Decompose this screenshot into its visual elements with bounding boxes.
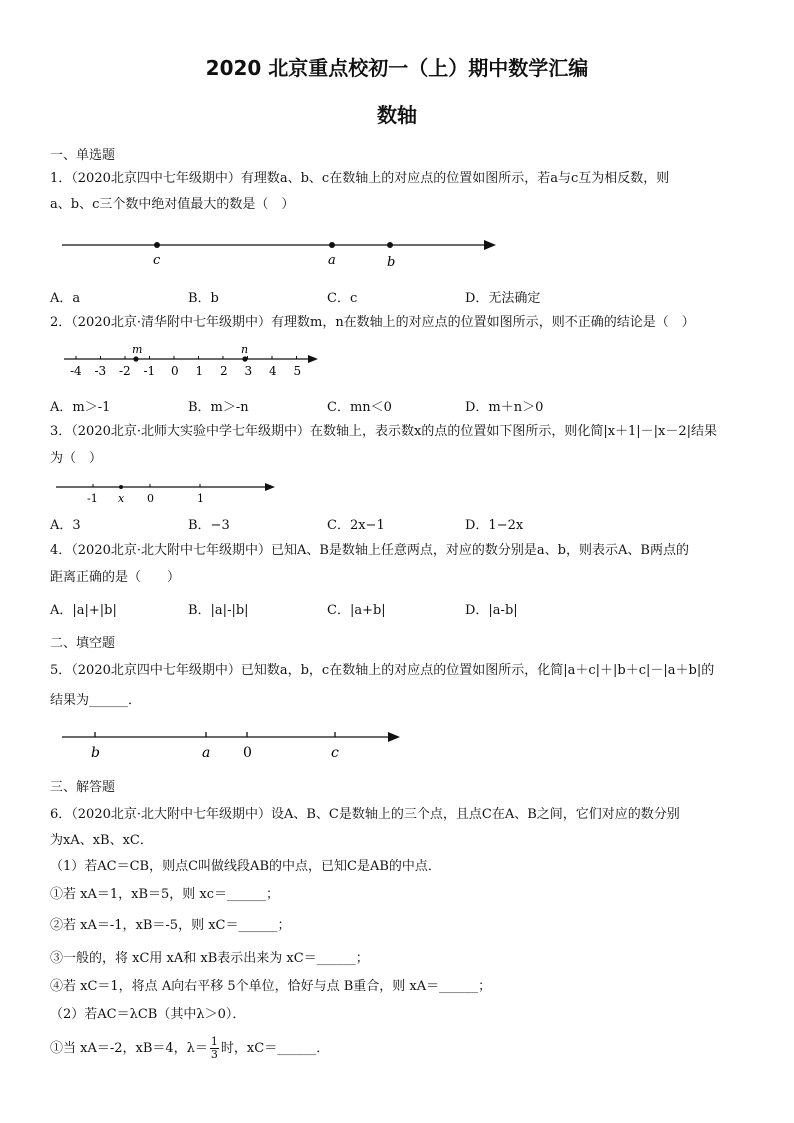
question-4-line2: 距离正确的是（ ） <box>50 570 181 585</box>
q4-option-d[interactable]: D．|a-b| <box>465 603 518 618</box>
q3-option-a[interactable]: A．3 <box>50 518 81 533</box>
q1-option-c[interactable]: C．c <box>327 291 358 306</box>
q2-tick-label: -1 <box>143 364 156 378</box>
fraction-one-third <box>210 1036 219 1061</box>
q2-tick-label: -3 <box>94 364 107 378</box>
q2-tick-label: 0 <box>171 364 179 378</box>
question-4-line1: 4．（2020北京·北大附中七年级期中）已知A、B是数轴上任意两点，对应的数分别是a、b，则表示A、B两点的 <box>50 543 689 558</box>
q3-option-c[interactable]: C．2x−1 <box>327 518 385 533</box>
fraction-denominator: 3 <box>210 1048 218 1061</box>
question-6-line2: 为xA、xB、xC． <box>50 833 153 848</box>
q2-tick-label: 2 <box>220 364 228 378</box>
q2-option-c[interactable]: C．mn＜0 <box>327 400 392 415</box>
q1-label-a: a <box>328 253 336 268</box>
q3-label-x: x <box>118 492 125 505</box>
q6-p2-1-prefix: ①当 xA＝-2，xB＝4，λ＝ <box>50 1041 208 1056</box>
q1-option-b[interactable]: B．b <box>188 291 219 306</box>
question-2-line1: 2．（2020北京·清华附中七年级期中）有理数m，n在数轴上的对应点的位置如图所示，则不正确的结论是（ ） <box>50 315 695 330</box>
question-6-part1-item2: ②若 xA＝-1，xB＝-5，则 xC＝______； <box>50 918 291 933</box>
q4-option-b[interactable]: B．|a|-|b| <box>188 603 249 618</box>
question-5-line2: 结果为______． <box>50 693 142 708</box>
q2-tick-label: 1 <box>195 364 204 378</box>
question-5-number-line <box>60 728 410 764</box>
q2-option-b[interactable]: B．m＞-n <box>188 400 249 415</box>
question-1-line2: a、b、c三个数中绝对值最大的数是（ ） <box>50 197 295 212</box>
q2-tick-label: 4 <box>269 364 277 378</box>
question-2-number-line <box>62 343 322 379</box>
q3-label-1: 1 <box>197 492 204 505</box>
q5-label-c: c <box>331 745 339 761</box>
question-6-part1-item1: ①若 xA＝1，xB＝5，则 xc＝______； <box>50 887 280 902</box>
q2-tick-label: -2 <box>119 364 131 378</box>
q2-point-m <box>133 356 138 361</box>
page-title: 2020 北京重点校初一（上）期中数学汇编 <box>205 56 589 80</box>
q2-tick-label: 3 <box>244 364 253 378</box>
q2-label-n: n <box>241 343 249 356</box>
q2-label-m: m <box>132 343 143 356</box>
question-6-part1-item3: ③一般的，将 xC用 xA和 xB表示出来为 xC＝______； <box>50 951 369 966</box>
question-6-part1-item4: ④若 xC＝1，将点 A向右平移 5个单位，恰好与点 B重合，则 xA＝______； <box>50 979 492 994</box>
fraction-numerator: 1 <box>210 1035 218 1048</box>
q3-label-0: 0 <box>147 492 154 505</box>
q2-point-n <box>242 356 247 361</box>
q1-label-c: c <box>153 253 161 268</box>
question-1-line1: 1．（2020北京四中七年级期中）有理数a、b、c在数轴上的对应点的位置如图所示，若a与c互为相反数，则 <box>50 171 670 186</box>
q4-option-c[interactable]: C．|a+b| <box>327 603 386 618</box>
q3-label-neg1: -1 <box>87 492 98 505</box>
q1-option-a[interactable]: A．a <box>50 291 81 306</box>
section-heading-solutions: 三、解答题 <box>50 780 116 795</box>
question-3-line2: 为（ ） <box>50 451 103 466</box>
question-5-line1: 5．（2020北京四中七年级期中）已知数a，b，c在数轴上的对应点的位置如图所示，化简|a＋c|＋|b＋c|－|a＋b|的 <box>50 663 715 678</box>
q2-option-d[interactable]: D．m＋n＞0 <box>465 400 544 415</box>
q2-tick-label: -4 <box>70 364 82 378</box>
section-heading-fill-in: 二、填空题 <box>50 636 116 651</box>
q1-option-d[interactable]: D．无法确定 <box>465 291 541 306</box>
q6-p2-1-suffix: 时，xC＝______． <box>220 1041 330 1056</box>
q5-label-0: 0 <box>243 745 252 761</box>
q1-point-c <box>154 242 160 248</box>
question-6-part1: （1）若AC＝CB，则点C叫做线段AB的中点，已知C是AB的中点． <box>50 859 441 874</box>
question-1-number-line <box>60 234 500 274</box>
q1-point-b <box>387 242 393 248</box>
q3-point-x <box>119 485 123 489</box>
q2-tick-label: 5 <box>293 364 302 378</box>
q2-option-a[interactable]: A．m＞-1 <box>50 400 111 415</box>
question-3-line1: 3．（2020北京·北师大实验中学七年级期中）在数轴上，表示数x的点的位置如下图所示，则化简|x＋1|－|x－2|结果 <box>50 424 718 439</box>
question-6-part2-item1 <box>50 1036 329 1061</box>
q3-option-b[interactable]: B．−3 <box>188 518 230 533</box>
q1-label-b: b <box>387 255 396 270</box>
page-subtitle: 数轴 <box>377 103 417 127</box>
question-3-number-line <box>54 478 284 508</box>
section-heading-single-choice: 一、单选题 <box>50 148 116 163</box>
q3-option-d[interactable]: D．1−2x <box>465 518 524 533</box>
q1-point-a <box>329 242 335 248</box>
question-6-part2: （2）若AC＝λCB（其中λ＞0）． <box>50 1007 246 1022</box>
q5-label-b: b <box>91 745 100 761</box>
q4-option-a[interactable]: A．|a|+|b| <box>50 603 117 618</box>
q5-label-a: a <box>202 745 211 761</box>
question-6-line1: 6．（2020北京·北大附中七年级期中）设A、B、C是数轴上的三个点，且点C在A、B之间，它们对应的数分别 <box>50 807 680 822</box>
